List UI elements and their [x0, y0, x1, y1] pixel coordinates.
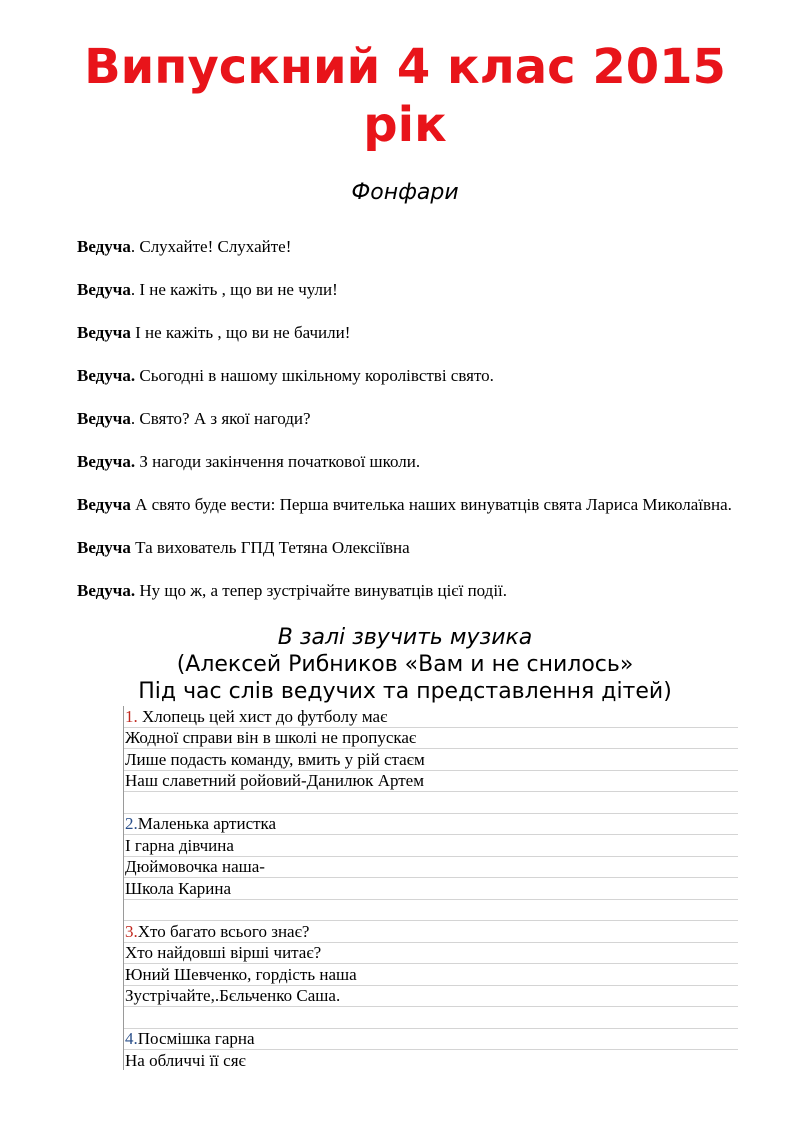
poem-text: На обличчі її сяє [125, 1050, 246, 1070]
title-line-1: Випускний 4 клас 2015 [84, 39, 726, 95]
music-line-3: Під час слів ведучих та представлення дітей) [138, 679, 672, 704]
poem-number: 3. [125, 921, 138, 941]
poem-line [124, 878, 738, 900]
music-note [0, 624, 794, 705]
poem-text: Хлопець цей хист до футболу має [142, 706, 388, 726]
dialogue-line [77, 451, 737, 472]
poem-text: Хто найдовші вірші читає? [125, 943, 322, 962]
poem-line [124, 835, 738, 857]
page-title [40, 38, 770, 154]
poem-text: Наш славетний ройовий-Данилюк Артем [125, 771, 424, 790]
poem-number: 2. [125, 814, 138, 833]
speaker-label: Ведуча [77, 409, 131, 428]
dialogue-line [77, 322, 737, 343]
line-text: . І не кажіть , що ви не чули! [130, 280, 338, 299]
speaker-label: Ведуча [77, 280, 131, 299]
speaker-label: Ведуча. [77, 581, 136, 600]
poem-line [124, 814, 738, 836]
music-line-2: (Алексей Рибников «Вам и не снилось» [176, 652, 634, 677]
line-text: Ну що ж, а тепер зустрічайте винуватців цієї події. [135, 581, 508, 600]
poem-line [124, 1029, 738, 1051]
line-text: І не кажіть , що ви не бачили! [130, 323, 351, 342]
dialogue-line [77, 279, 737, 300]
poem-line [124, 728, 738, 750]
poem-text: Хто багато всього знає? [137, 921, 310, 941]
poem-line [124, 749, 738, 771]
poem-text: Юний Шевченко, гордість наша [125, 964, 357, 984]
poem-spacer [124, 792, 738, 814]
poem-text: Посмішка гарна [137, 1029, 255, 1048]
dialogue-section [77, 236, 737, 623]
poem-line [124, 1050, 738, 1070]
line-text: . Свято? А з якої нагоди? [130, 409, 311, 428]
poem-text: І гарна дівчина [125, 835, 234, 855]
dialogue-line [77, 365, 737, 386]
poem-spacer [124, 900, 738, 922]
music-line-1: В залі звучить музика [277, 625, 533, 650]
poems-table [123, 706, 738, 1070]
poem-text: Дюймовочка наша- [125, 857, 265, 876]
speaker-label: Ведуча [77, 495, 131, 514]
line-text: А свято буде вести: Перша вчителька наших винуватців свята Лариса Миколаївна. [130, 495, 732, 514]
dialogue-line [77, 537, 737, 558]
dialogue-line [77, 580, 737, 601]
line-text: Сьогодні в нашому шкільному королівстві свято. [135, 366, 494, 385]
line-text: . Слухайте! Слухайте! [130, 237, 292, 256]
subtitle: Фонфари [351, 180, 459, 205]
speaker-label: Ведуча. [77, 366, 136, 385]
dialogue-line [77, 494, 737, 515]
poem-line [124, 943, 738, 965]
line-text: З нагоди закінчення початкової школи. [135, 452, 421, 471]
poem-text: Маленька артистка [137, 814, 277, 833]
poem-line [124, 986, 738, 1008]
speaker-label: Ведуча. [77, 452, 136, 471]
dialogue-line [77, 408, 737, 429]
poem-text: Лише подасть команду, вмить у рій стаєм [125, 749, 425, 769]
poem-number: 1. [125, 706, 138, 726]
poem-text: Жодної справи він в школі не пропускає [125, 728, 417, 747]
poem-line [124, 771, 738, 793]
speaker-label: Ведуча [77, 323, 131, 342]
poem-line [124, 706, 738, 728]
speaker-label: Ведуча [77, 237, 131, 256]
poem-line [124, 921, 738, 943]
poem-text: Школа Карина [125, 878, 232, 898]
line-text: Та вихователь ГПД Тетяна Олексіївна [130, 538, 410, 557]
title-line-2: рік [363, 97, 447, 153]
dialogue-line [77, 236, 737, 257]
poem-number: 4. [125, 1029, 138, 1048]
poem-line [124, 964, 738, 986]
poem-spacer [124, 1007, 738, 1029]
poem-text: Зустрічайте,.Бєльченко Саша. [125, 986, 341, 1005]
speaker-label: Ведуча [77, 538, 131, 557]
poem-line [124, 857, 738, 879]
